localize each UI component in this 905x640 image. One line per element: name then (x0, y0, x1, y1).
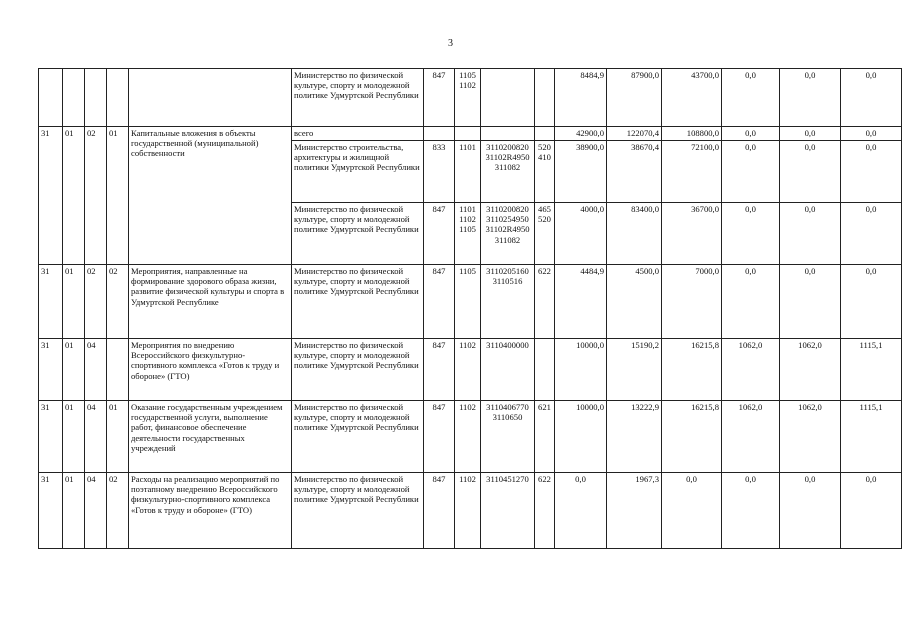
grbs-cell: 847 (424, 339, 455, 401)
m-cell: 02 (107, 265, 129, 339)
value-cell: 72100,0 (662, 141, 722, 203)
value-cell: 0,0 (722, 473, 780, 549)
csr-cell (481, 203, 535, 265)
value-cell: 0,0 (722, 141, 780, 203)
m-cell: 01 (107, 127, 129, 265)
vr-cell (535, 127, 555, 141)
csr-cell (481, 69, 535, 127)
value-cell: 43700,0 (662, 69, 722, 127)
m-cell: 02 (107, 473, 129, 549)
m-cell: 01 (107, 401, 129, 473)
rzpr-cell (455, 339, 481, 401)
vr-cell (535, 473, 555, 549)
table-row (39, 69, 902, 127)
value-cell: 0,0 (662, 473, 722, 549)
grbs-cell: 847 (424, 401, 455, 473)
value-cell: 13222,9 (607, 401, 662, 473)
value-cell: 0,0 (780, 127, 841, 141)
value-cell: 87900,0 (607, 69, 662, 127)
vr-code: 520 (538, 142, 551, 152)
value-cell: 0,0 (841, 127, 902, 141)
value-cell: 1062,0 (722, 339, 780, 401)
rzpr-code: 1105 (459, 224, 476, 235)
table-row (39, 339, 902, 401)
csr-code: 3110200820 (486, 142, 529, 152)
table-row (39, 265, 902, 339)
rzpr-cell (455, 203, 481, 265)
name-cell: Капитальные вложения в объекты государственной (муниципальной) собственности (129, 127, 292, 265)
executor-cell: Министерство по физической культуре, спорту и молодежной политике Удмуртской Республики (292, 203, 424, 265)
rzpr-cell (455, 127, 481, 141)
value-cell: 1062,0 (780, 339, 841, 401)
value-cell: 122070,4 (607, 127, 662, 141)
rzpr-cell (455, 69, 481, 127)
value-cell: 0,0 (722, 69, 780, 127)
rzpr-code: 1101 (459, 204, 476, 214)
csr-cell (481, 473, 535, 549)
value-cell: 0,0 (780, 265, 841, 339)
value-cell: 7000,0 (662, 265, 722, 339)
rzpr-code: 1102 (459, 80, 476, 91)
table-row (39, 127, 902, 141)
pgp-cell: 01 (63, 127, 85, 265)
rzpr-code: 1101 (459, 142, 476, 152)
vr-cell (535, 203, 555, 265)
csr-cell (481, 127, 535, 141)
executor-cell: всего (292, 127, 424, 141)
value-cell: 83400,0 (607, 203, 662, 265)
value-cell: 0,0 (780, 203, 841, 265)
vr-cell (535, 265, 555, 339)
grbs-cell: 847 (424, 69, 455, 127)
name-cell (129, 69, 292, 127)
value-cell: 36700,0 (662, 203, 722, 265)
value-cell: 4500,0 (607, 265, 662, 339)
vr-code: 410 (538, 152, 551, 163)
value-cell: 0,0 (722, 203, 780, 265)
value-cell: 1062,0 (780, 401, 841, 473)
csr-code: 3110200820 (486, 204, 529, 214)
om-cell: 02 (85, 265, 107, 339)
value-cell: 38900,0 (555, 141, 607, 203)
vr-code: 622 (538, 266, 551, 276)
grbs-cell: 847 (424, 473, 455, 549)
csr-code: 311082 (494, 162, 521, 173)
gp-cell: 31 (39, 339, 63, 401)
pgp-cell: 01 (63, 473, 85, 549)
vr-code: 465 (538, 204, 551, 214)
om-cell: 04 (85, 339, 107, 401)
csr-code: 3110650 (492, 412, 523, 423)
csr-cell (481, 265, 535, 339)
vr-code: 622 (538, 474, 551, 484)
om-cell: 02 (85, 127, 107, 265)
value-cell: 4484,9 (555, 265, 607, 339)
name-cell: Мероприятия, направленные на формирование здорового образа жизни, развитие физической культуры и спорта в Удмуртской Республике (129, 265, 292, 339)
table-row (39, 473, 902, 549)
vr-code: 621 (538, 402, 551, 412)
rzpr-code: 1102 (459, 214, 476, 225)
pgp-cell: 01 (63, 265, 85, 339)
m-cell (107, 339, 129, 401)
rzpr-cell (455, 401, 481, 473)
budget-table (38, 68, 902, 549)
value-cell: 0,0 (722, 265, 780, 339)
pgp-cell (63, 69, 85, 127)
grbs-cell: 847 (424, 265, 455, 339)
csr-code: 31102R4950 (485, 224, 530, 235)
rzpr-code: 1102 (459, 474, 476, 484)
name-cell: Расходы на реализацию мероприятий по поэтапному внедрению Всероссийского физкультурно-спортивного комплекса «Готов к труду и обороне» (ГТО) (129, 473, 292, 549)
vr-cell (535, 69, 555, 127)
m-cell (107, 69, 129, 127)
om-cell: 04 (85, 401, 107, 473)
gp-cell: 31 (39, 265, 63, 339)
grbs-cell: 833 (424, 141, 455, 203)
value-cell: 1115,1 (841, 401, 902, 473)
gp-cell (39, 69, 63, 127)
value-cell: 16215,8 (662, 339, 722, 401)
executor-cell: Министерство по физической культуре, спорту и молодежной политике Удмуртской Республики (292, 265, 424, 339)
om-cell: 04 (85, 473, 107, 549)
value-cell: 16215,8 (662, 401, 722, 473)
value-cell: 42900,0 (555, 127, 607, 141)
rzpr-code: 1102 (459, 340, 476, 350)
csr-code: 3110400000 (486, 340, 529, 350)
csr-code: 3110205160 (486, 266, 529, 276)
vr-cell (535, 401, 555, 473)
value-cell: 0,0 (841, 265, 902, 339)
pgp-cell: 01 (63, 401, 85, 473)
value-cell: 1062,0 (722, 401, 780, 473)
value-cell: 8484,9 (555, 69, 607, 127)
om-cell (85, 69, 107, 127)
rzpr-code: 1105 (459, 266, 476, 276)
executor-cell: Министерство строительства, архитектуры и жилищной политики Удмуртской Республики (292, 141, 424, 203)
value-cell: 0,0 (555, 473, 607, 549)
csr-code: 3110516 (492, 276, 523, 287)
csr-code: 3110451270 (486, 474, 529, 484)
rzpr-cell (455, 265, 481, 339)
csr-cell (481, 401, 535, 473)
csr-code: 31102R4950 (485, 152, 530, 163)
csr-cell (481, 339, 535, 401)
page-number: 3 (448, 38, 453, 49)
csr-code: 3110254950 (486, 214, 529, 225)
gp-cell: 31 (39, 401, 63, 473)
value-cell: 10000,0 (555, 339, 607, 401)
value-cell: 0,0 (780, 473, 841, 549)
value-cell: 108800,0 (662, 127, 722, 141)
rzpr-cell (455, 473, 481, 549)
value-cell: 0,0 (780, 69, 841, 127)
executor-cell: Министерство по физической культуре, спорту и молодежной политике Удмуртской Республики (292, 339, 424, 401)
value-cell: 1967,3 (607, 473, 662, 549)
value-cell: 15190,2 (607, 339, 662, 401)
executor-cell: Министерство по физической культуре, спорту и молодежной политике Удмуртской Республики (292, 401, 424, 473)
value-cell: 0,0 (841, 69, 902, 127)
value-cell: 4000,0 (555, 203, 607, 265)
value-cell: 0,0 (780, 141, 841, 203)
rzpr-code: 1105 (459, 70, 476, 80)
executor-cell: Министерство по физической культуре, спорту и молодежной политике Удмуртской Республики (292, 473, 424, 549)
value-cell: 1115,1 (841, 339, 902, 401)
rzpr-code: 1102 (459, 402, 476, 412)
name-cell: Мероприятия по внедрению Всероссийского физкультурно-спортивного комплекса «Готов к труду и обороне» (ГТО) (129, 339, 292, 401)
grbs-cell (424, 127, 455, 141)
gp-cell: 31 (39, 127, 63, 265)
rzpr-cell (455, 141, 481, 203)
csr-cell (481, 141, 535, 203)
name-cell: Оказание государственным учреждением государственной услуги, выполнение работ, финансовое обеспечение деятельности государственных учреждений (129, 401, 292, 473)
gp-cell: 31 (39, 473, 63, 549)
table-row (39, 401, 902, 473)
value-cell: 38670,4 (607, 141, 662, 203)
vr-cell (535, 339, 555, 401)
csr-code: 3110406770 (486, 402, 529, 412)
value-cell: 0,0 (841, 141, 902, 203)
value-cell: 0,0 (722, 127, 780, 141)
vr-cell (535, 141, 555, 203)
csr-code: 311082 (494, 234, 521, 245)
pgp-cell: 01 (63, 339, 85, 401)
value-cell: 10000,0 (555, 401, 607, 473)
vr-code: 520 (538, 214, 551, 225)
grbs-cell: 847 (424, 203, 455, 265)
value-cell: 0,0 (841, 473, 902, 549)
value-cell: 0,0 (841, 203, 902, 265)
executor-cell: Министерство по физической культуре, спорту и молодежной политике Удмуртской Республики (292, 69, 424, 127)
